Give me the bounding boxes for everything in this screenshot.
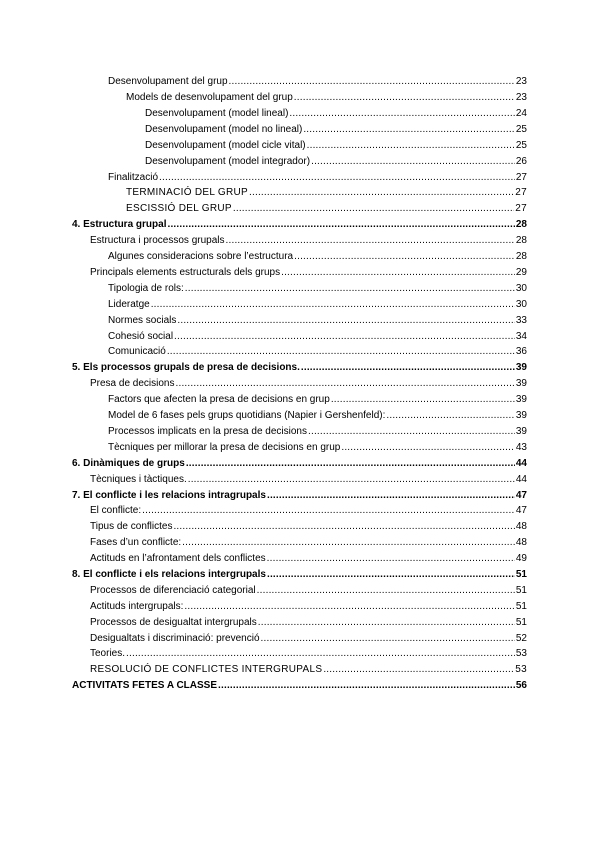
toc-leader-dots — [294, 251, 515, 263]
toc-leader-dots — [308, 426, 515, 438]
toc-entry-page: 51 — [515, 617, 527, 628]
toc-leader-dots — [301, 362, 515, 374]
toc-entry-page: 39 — [515, 378, 527, 389]
toc-entry-page: 47 — [515, 505, 527, 516]
toc-entry-page: 51 — [515, 569, 527, 580]
toc-leader-dots — [126, 648, 515, 660]
toc-entry-title: Tipus de conflictes — [90, 521, 173, 532]
toc-leader-dots — [233, 203, 514, 215]
toc-entry[interactable] — [90, 582, 527, 597]
toc-leader-dots — [167, 219, 514, 231]
toc-leader-dots — [331, 394, 515, 406]
toc-entry[interactable] — [90, 471, 527, 486]
toc-entry-page: 30 — [515, 299, 527, 310]
toc-entry-title: Comunicació — [108, 346, 166, 357]
toc-entry-title: Desenvolupament (model lineal) — [145, 108, 289, 119]
toc-entry-title: Principals elements estructurals dels grups — [90, 267, 281, 278]
toc-leader-dots — [185, 283, 515, 295]
toc-entry[interactable] — [108, 407, 527, 422]
toc-entry-page: 51 — [515, 585, 527, 596]
toc-chapter-entry[interactable] — [72, 487, 527, 502]
toc-chapter-entry[interactable] — [72, 359, 527, 374]
toc-entry-title: Fases d’un conflicte: — [90, 537, 182, 548]
toc-entry-page: 56 — [515, 680, 527, 691]
toc-leader-dots — [386, 410, 515, 422]
toc-leader-dots — [257, 585, 515, 597]
toc-entry-page: 39 — [515, 394, 527, 405]
toc-entry[interactable] — [108, 296, 527, 311]
toc-entry-page: 51 — [515, 601, 527, 612]
toc-leader-dots — [267, 569, 515, 581]
toc-entry-page: 25 — [515, 140, 527, 151]
toc-entry[interactable] — [126, 184, 527, 199]
toc-entry[interactable] — [90, 630, 527, 645]
toc-entry[interactable] — [108, 248, 527, 263]
toc-chapter-entry[interactable] — [72, 455, 527, 470]
toc-entry-page: 52 — [515, 633, 527, 644]
toc-leader-dots — [173, 521, 514, 533]
toc-entry[interactable] — [90, 375, 527, 390]
toc-entry-title: Actituds en l’afrontament dels conflictes — [90, 553, 266, 564]
toc-leader-dots — [226, 235, 515, 247]
toc-leader-dots — [311, 156, 515, 168]
toc-entry-page: 39 — [515, 410, 527, 421]
toc-entry[interactable] — [108, 391, 527, 406]
toc-entry-title: Processos de diferenciació categorial — [90, 585, 256, 596]
toc-leader-dots — [182, 537, 515, 549]
toc-entry-title: Algunes consideracions sobre l’estructura — [108, 251, 294, 262]
toc-entry-title: Factors que afecten la presa de decisions en grup — [108, 394, 330, 405]
toc-entry-page: 43 — [515, 442, 527, 453]
toc-entry-page: 39 — [515, 362, 527, 373]
toc-entry-title: Desenvolupament (model cicle vital) — [145, 140, 306, 151]
toc-entry-page: 25 — [515, 124, 527, 135]
toc-entry[interactable] — [145, 153, 527, 168]
toc-leader-dots — [249, 187, 514, 199]
toc-entry-title: Teories. — [90, 648, 126, 659]
toc-entry[interactable] — [126, 200, 527, 215]
toc-leader-dots — [303, 124, 515, 136]
toc-entry-page: 30 — [515, 283, 527, 294]
toc-entry-title: 5. Els processos grupals de presa de decisions. — [72, 362, 300, 373]
toc-entry-page: 44 — [515, 474, 527, 485]
toc-entry-page: 28 — [515, 251, 527, 262]
toc-entry[interactable] — [108, 423, 527, 438]
toc-entry-page: 27 — [515, 187, 527, 198]
toc-entry[interactable] — [90, 550, 527, 565]
toc-entry-page: 28 — [515, 235, 527, 246]
toc-leader-dots — [281, 267, 515, 279]
toc-entry[interactable] — [90, 614, 527, 629]
toc-entry-title: 6. Dinàmiques de grups — [72, 458, 185, 469]
toc-entry-title: Normes socials — [108, 315, 177, 326]
toc-entry-page: 44 — [515, 458, 527, 469]
toc-entry[interactable] — [90, 502, 527, 517]
toc-leader-dots — [177, 315, 515, 327]
toc-entry[interactable] — [145, 105, 527, 120]
toc-entry-page: 36 — [515, 346, 527, 357]
toc-entry[interactable] — [108, 328, 527, 343]
toc-entry-title: ACTIVITATS FETES A CLASSE — [72, 680, 218, 691]
toc-entry-page: 23 — [515, 76, 527, 87]
toc-entry-page: 53 — [515, 664, 527, 675]
toc-entry-page: 29 — [515, 267, 527, 278]
toc-entry-page: 28 — [515, 219, 527, 230]
toc-leader-dots — [174, 331, 515, 343]
toc-leader-dots — [294, 92, 515, 104]
toc-entry-title: 7. El conflicte i les relacions intragrupals — [72, 490, 266, 501]
toc-leader-dots — [261, 633, 515, 645]
toc-entry[interactable] — [90, 534, 527, 549]
toc-entry-title: Tipologia de rols: — [108, 283, 184, 294]
toc-entry[interactable] — [145, 121, 527, 136]
toc-entry-title: RESOLUCIÓ DE CONFLICTES INTERGRUPALS — [90, 664, 323, 675]
toc-entry[interactable] — [90, 645, 527, 660]
toc-chapter-entry[interactable] — [72, 216, 527, 231]
toc-entry-title: Processos implicats en la presa de decisions — [108, 426, 307, 437]
toc-entry-title: Desenvolupament del grup — [108, 76, 228, 87]
toc-entry[interactable] — [90, 264, 527, 279]
toc-entry-page: 48 — [515, 537, 527, 548]
toc-entry-page: 48 — [515, 521, 527, 532]
toc-leader-dots — [176, 378, 515, 390]
toc-leader-dots — [218, 680, 515, 692]
toc-entry-page: 53 — [515, 648, 527, 659]
toc-entry-title: Actituds intergrupals: — [90, 601, 184, 612]
toc-leader-dots — [167, 346, 515, 358]
toc-entry-page: 23 — [515, 92, 527, 103]
toc-entry[interactable] — [90, 598, 527, 613]
toc-entry-title: 4. Estructura grupal — [72, 219, 167, 230]
toc-leader-dots — [151, 299, 515, 311]
toc-entry-page: 24 — [515, 108, 527, 119]
toc-entry-title: Tècniques i tàctiques. — [90, 474, 187, 485]
toc-leader-dots — [159, 172, 515, 184]
toc-entry-title: Lideratge — [108, 299, 150, 310]
toc-leader-dots — [142, 505, 515, 517]
toc-leader-dots — [267, 553, 515, 565]
toc-entry[interactable] — [126, 89, 527, 104]
toc-entry-title: Finalització — [108, 172, 159, 183]
toc-entry[interactable] — [108, 312, 527, 327]
toc-entry[interactable] — [108, 169, 527, 184]
toc-leader-dots — [307, 140, 515, 152]
toc-entry-title: Tècniques per millorar la presa de decisions en grup — [108, 442, 341, 453]
toc-entry-title: ESCISSIÓ DEL GRUP — [126, 203, 232, 214]
toc-entry-title: Estructura i processos grupals — [90, 235, 225, 246]
toc-entry-title: Models de desenvolupament del grup — [126, 92, 293, 103]
toc-leader-dots — [229, 76, 515, 88]
toc-entry-title: Cohesió social — [108, 331, 174, 342]
toc-entry[interactable] — [108, 343, 527, 358]
toc-entry-title: 8. El conflicte i els relacions intergrupals — [72, 569, 266, 580]
toc-leader-dots — [323, 664, 514, 676]
toc-entry-title: Desigualtats i discriminació: prevenció — [90, 633, 260, 644]
toc-entry-page: 27 — [515, 172, 527, 183]
toc-entry-page: 27 — [515, 203, 527, 214]
toc-entry-title: Processos de desigualtat intergrupals — [90, 617, 257, 628]
toc-entry[interactable] — [108, 73, 527, 88]
toc-entry[interactable] — [108, 439, 527, 454]
toc-entry[interactable] — [90, 518, 527, 533]
toc-entry-page: 26 — [515, 156, 527, 167]
toc-leader-dots — [258, 617, 515, 629]
toc-chapter-entry[interactable] — [72, 566, 527, 581]
toc-leader-dots — [289, 108, 514, 120]
toc-leader-dots — [188, 474, 515, 486]
toc-entry-title: El conflicte: — [90, 505, 142, 516]
toc-entry-page: 33 — [515, 315, 527, 326]
toc-entry-title: Desenvolupament (model integrador) — [145, 156, 311, 167]
toc-leader-dots — [341, 442, 515, 454]
toc-entry-title: TERMINACIÓ DEL GRUP — [126, 187, 249, 198]
toc-leader-dots — [186, 458, 515, 470]
toc-entry-page: 39 — [515, 426, 527, 437]
toc-entry-page: 47 — [515, 490, 527, 501]
toc-entry-page: 49 — [515, 553, 527, 564]
toc-entry[interactable] — [90, 232, 527, 247]
toc-entry-title: Presa de decisions — [90, 378, 175, 389]
toc-leader-dots — [267, 490, 515, 502]
toc-entry[interactable] — [145, 137, 527, 152]
toc-entry[interactable] — [90, 661, 527, 676]
toc-entry-title: Desenvolupament (model no lineal) — [145, 124, 303, 135]
toc-entry[interactable] — [108, 280, 527, 295]
toc-chapter-entry[interactable] — [72, 677, 527, 692]
toc-entry-title: Model de 6 fases pels grups quotidians (Napier i Gershenfeld): — [108, 410, 386, 421]
toc-leader-dots — [184, 601, 514, 613]
toc-entry-page: 34 — [515, 331, 527, 342]
